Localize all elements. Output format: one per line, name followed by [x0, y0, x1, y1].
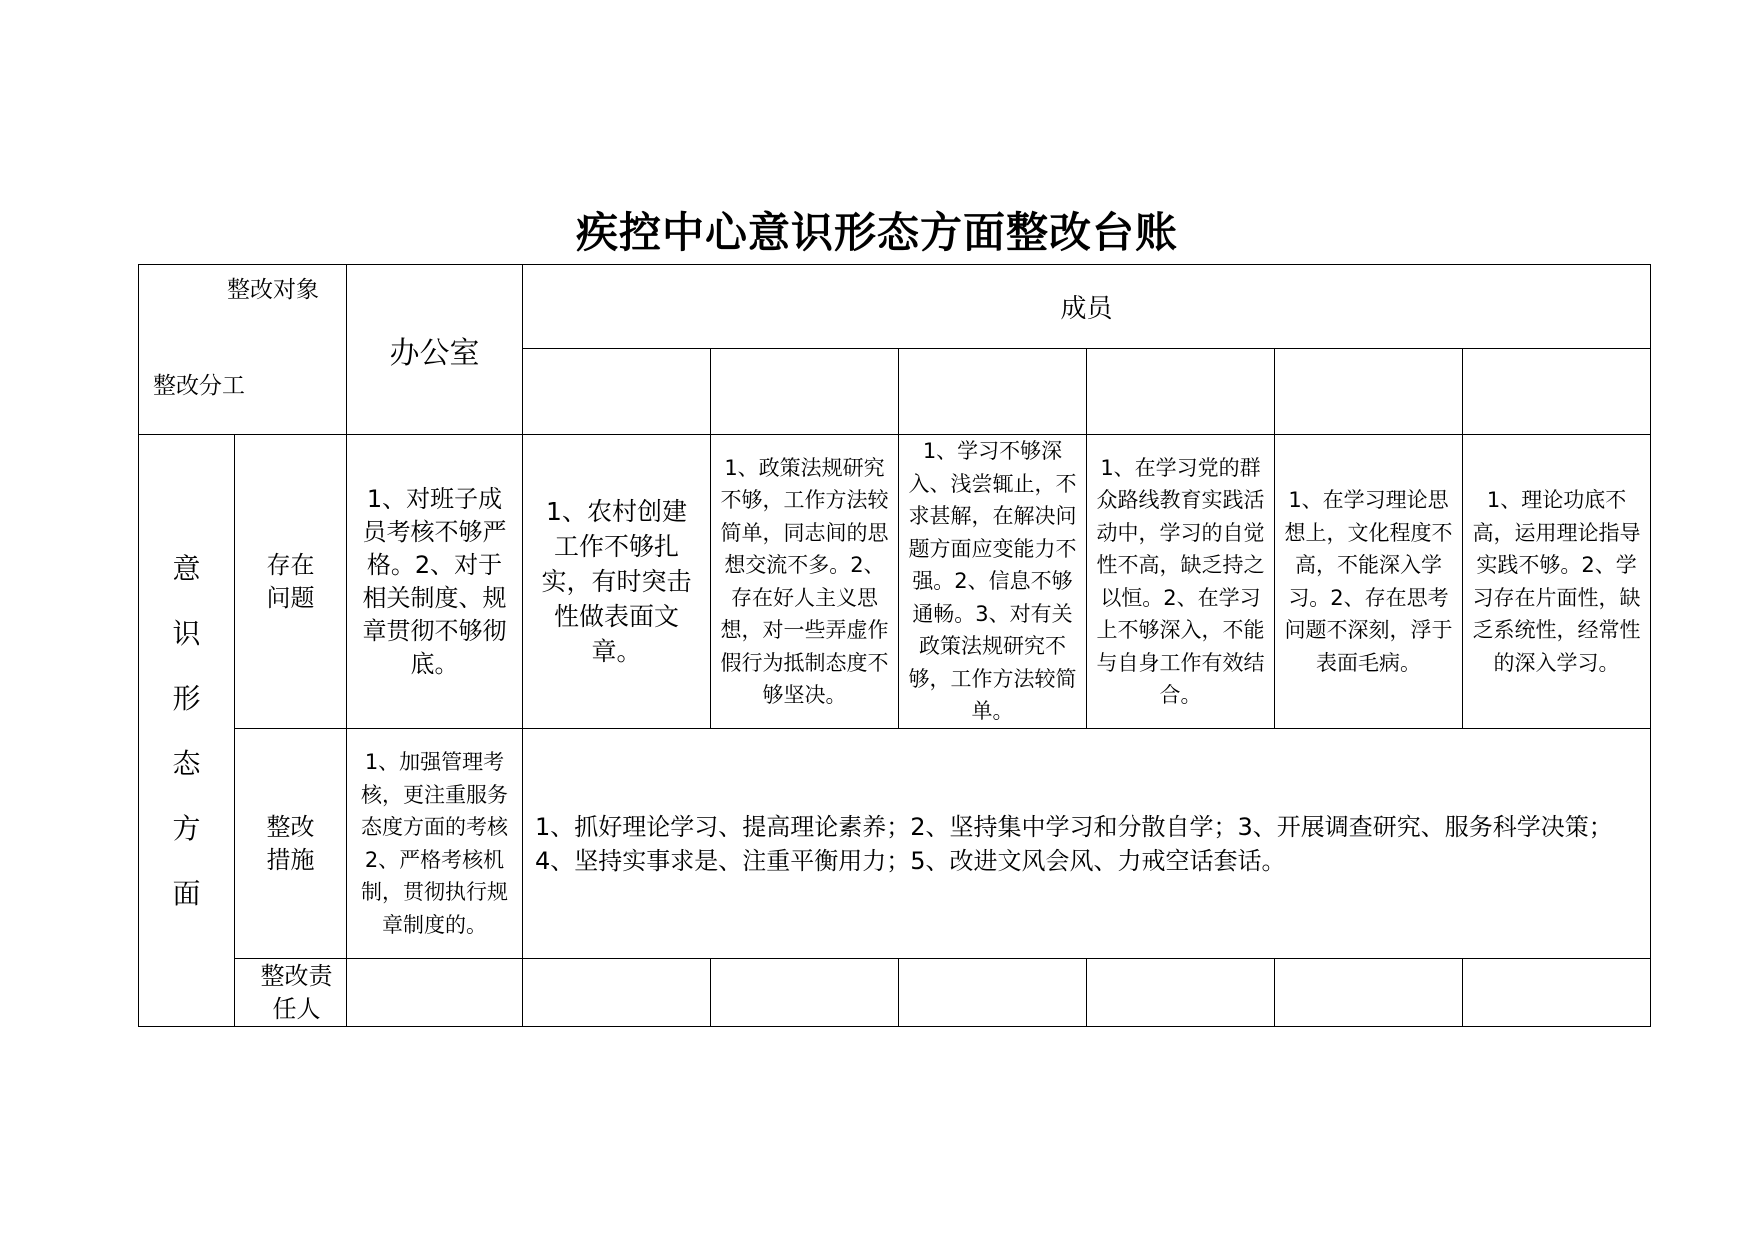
measures-row — [139, 729, 1651, 959]
problems-label: 存在问题 — [235, 435, 347, 729]
problem-member-3: 1、学习不够深入、浅尝辄止，不求甚解，在解决问题方面应变能力不强。2、信息不够通畅。3、对有关政策法规研究不够，工作方法较简单。 — [899, 435, 1087, 729]
header-division-label: 整改分工 — [153, 373, 245, 399]
header-target-label: 整改对象 — [227, 277, 319, 303]
page-title: 疾控中心意识形态方面整改台账 — [575, 208, 1178, 257]
header-row-1 — [139, 265, 1651, 349]
responsible-member-3 — [899, 959, 1087, 1027]
responsible-member-4 — [1087, 959, 1275, 1027]
member-column-2 — [711, 349, 899, 435]
problem-member-1: 1、农村创建工作不够扎实，有时突击性做表面文章。 — [523, 435, 711, 729]
problem-office: 1、对班子成员考核不够严格。2、对于相关制度、规章贯彻不够彻底。 — [347, 435, 523, 729]
member-column-3 — [899, 349, 1087, 435]
member-column-1 — [523, 349, 711, 435]
header-members: 成员 — [523, 265, 1651, 349]
measure-members: 1、抓好理论学习、提高理论素养；2、坚持集中学习和分散自学；3、开展调查研究、服务科学决策；4、坚持实事求是、注重平衡用力；5、改进文风会风、力戒空话套话。 — [523, 729, 1651, 959]
rectification-ledger-table — [138, 264, 1651, 1027]
responsible-office — [347, 959, 523, 1027]
member-column-4 — [1087, 349, 1275, 435]
header-office: 办公室 — [347, 265, 523, 435]
problem-member-6: 1、理论功底不高，运用理论指导实践不够。2、学习存在片面性，缺乏系统性，经常性的深入学习。 — [1463, 435, 1651, 729]
problems-row — [139, 435, 1651, 729]
problem-member-4: 1、在学习党的群众路线教育实践活动中，学习的自觉性不高，缺乏持之以恒。2、在学习上不够深入，不能与自身工作有效结合。 — [1087, 435, 1275, 729]
responsible-row — [139, 959, 1651, 1027]
member-column-6 — [1463, 349, 1651, 435]
responsible-member-2 — [711, 959, 899, 1027]
measures-label: 整改措施 — [235, 729, 347, 959]
section-label: 意识形态方面 — [172, 551, 201, 910]
measure-office: 1、加强管理考核，更注重服务态度方面的考核 2、严格考核机制，贯彻执行规章制度的。 — [347, 729, 523, 959]
responsible-member-6 — [1463, 959, 1651, 1027]
problem-member-2: 1、政策法规研究不够，工作方法较简单，同志间的思想交流不多。2、存在好人主义思想，对一些弄虚作假行为抵制态度不够坚决。 — [711, 435, 899, 729]
member-column-5 — [1275, 349, 1463, 435]
responsible-member-1 — [523, 959, 711, 1027]
section-label-cell — [139, 435, 235, 1027]
responsible-member-5 — [1275, 959, 1463, 1027]
responsible-label: 整改责任人 — [235, 959, 347, 1027]
problem-member-5: 1、在学习理论思想上，文化程度不高，不能深入学习。2、存在思考问题不深刻，浮于表面毛病。 — [1275, 435, 1463, 729]
diagonal-header-cell — [139, 265, 347, 435]
